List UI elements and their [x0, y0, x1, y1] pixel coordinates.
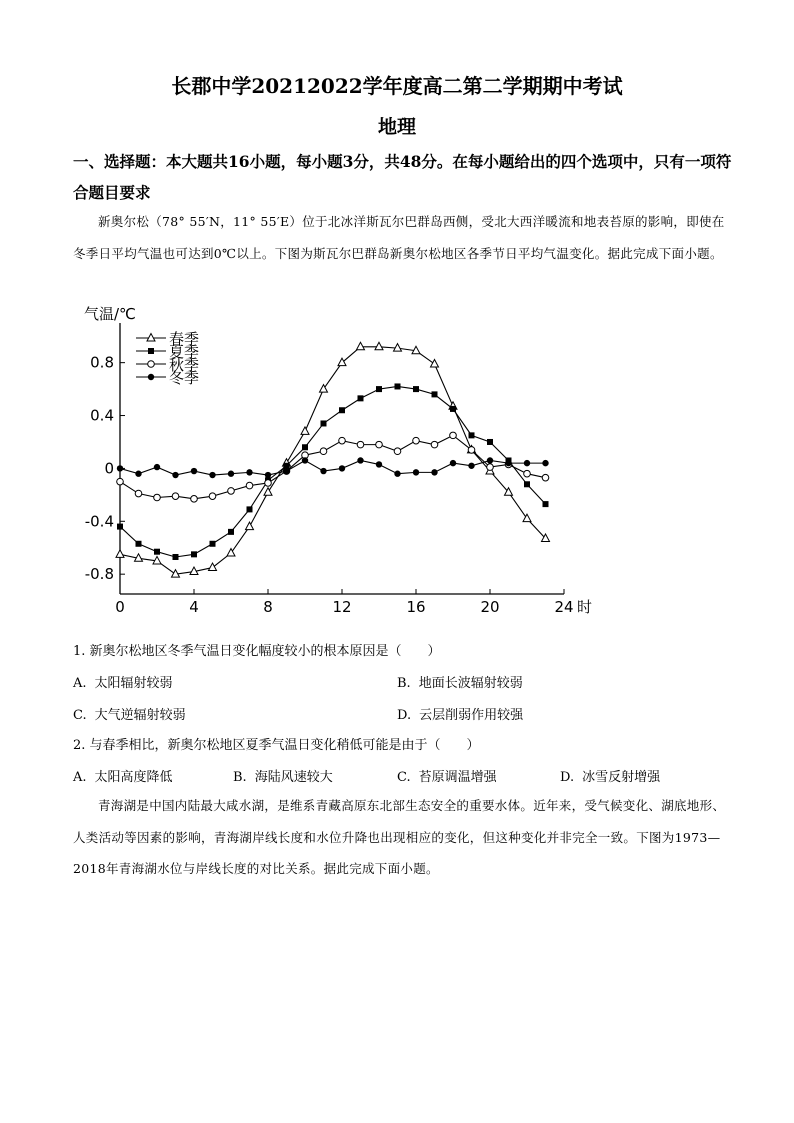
data-point [487, 464, 494, 471]
data-point [357, 441, 364, 448]
data-point [154, 549, 160, 555]
option-label: D. [397, 708, 412, 723]
data-point [135, 490, 142, 497]
subject-title: 地理 [377, 116, 416, 138]
data-point [209, 563, 217, 571]
y-axis-title: 气温/℃ [84, 305, 136, 323]
series-line-3 [120, 435, 546, 498]
data-point [357, 342, 365, 350]
data-point [172, 493, 179, 500]
data-point [468, 447, 475, 454]
question-1-option-a[interactable] [73, 672, 173, 691]
data-point [173, 554, 179, 560]
option-text: 大气逆辐射较弱 [94, 708, 186, 723]
option-label: C. [397, 770, 411, 785]
data-point [543, 501, 549, 507]
y-tick-label: -0.8 [84, 565, 114, 584]
data-point [338, 358, 346, 366]
data-point [135, 471, 141, 477]
data-point [246, 482, 253, 489]
data-point [413, 437, 420, 444]
option-text: 苔原调温增强 [418, 770, 497, 785]
y-tick-label: -0.4 [84, 512, 114, 531]
data-point [450, 406, 456, 412]
data-point [117, 524, 123, 530]
data-point [265, 472, 271, 478]
option-text: 海陆风速较大 [254, 770, 333, 785]
option-label: C. [73, 708, 87, 723]
data-point [154, 494, 161, 501]
data-point [228, 488, 235, 495]
question-1-option-d[interactable] [397, 704, 523, 723]
data-point [413, 469, 419, 475]
data-point [209, 472, 215, 478]
data-point [487, 457, 493, 463]
legend-label: 秋季 [169, 356, 200, 374]
data-point [468, 463, 474, 469]
data-point [524, 460, 530, 466]
data-point [246, 522, 254, 530]
option-label: D. [560, 770, 575, 785]
data-point [413, 386, 419, 392]
data-point [394, 471, 400, 477]
data-point [228, 529, 234, 535]
data-point [450, 432, 457, 439]
data-point [376, 441, 383, 448]
series-line-4 [120, 460, 546, 475]
data-point [209, 493, 216, 500]
data-point [339, 437, 346, 444]
data-point [357, 457, 363, 463]
option-text: 太阳高度降低 [94, 770, 173, 785]
question-2-option-c[interactable] [397, 766, 497, 785]
legend-marker [148, 374, 154, 380]
legend-label: 春季 [169, 330, 200, 348]
data-point [542, 460, 548, 466]
data-point [431, 469, 437, 475]
legend-marker [148, 361, 155, 368]
data-point [487, 439, 493, 445]
passage-2: 青海湖是中国内陆最大咸水湖，是维系青藏高原东北部生态安全的重要水体。近年来，受气候变化、湖底地形、人类活动等因素的影响，青海湖岸线长度和水位升降也出现相应的变化，但这种变化并非完全一致。下图为1973—2018年青海湖水位与岸线长度的对比关系。据此完成下面小题。 [73, 798, 726, 876]
exam-title: 长郡中学20212022学年度高二第二学期期中考试 [171, 74, 623, 98]
data-point [376, 386, 382, 392]
y-tick-label: 0.8 [90, 353, 114, 372]
section-heading: 一、选择题：本大题共16小题，每小题3分，共48分。在每小题给出的四个选项中，只有一项符合题目要求 [73, 152, 732, 202]
data-point [394, 448, 401, 455]
series-line-2 [120, 386, 546, 557]
question-1-stem: 1. 新奥尔松地区冬季气温日变化幅度较小的根本原因是（ ） [73, 644, 441, 659]
option-text: 云层削弱作用较强 [419, 708, 524, 723]
temperature-line-chart [80, 305, 600, 625]
legend-label: 冬季 [169, 369, 200, 387]
question-2-stem: 2. 与春季相比，新奥尔松地区夏季气温日变化稍低可能是由于（ ） [73, 738, 480, 753]
data-point [301, 427, 309, 435]
data-point [154, 464, 160, 470]
data-point [210, 541, 216, 547]
option-text: 冰雪反射增强 [582, 770, 661, 785]
data-point [172, 472, 178, 478]
option-text: 太阳辐射较弱 [94, 676, 173, 691]
option-text: 地面长波辐射较弱 [418, 676, 523, 691]
x-tick-label: 12 [332, 598, 352, 616]
data-point [117, 478, 124, 485]
data-point [321, 420, 327, 426]
data-point [339, 465, 345, 471]
x-axis-title: 时 [577, 598, 593, 616]
option-label: A. [73, 770, 87, 785]
question-1-option-b[interactable] [397, 672, 523, 691]
data-point [136, 541, 142, 547]
data-point [375, 342, 383, 350]
x-tick-label: 24 [554, 598, 574, 616]
question-1-option-c[interactable] [73, 704, 186, 723]
data-point [431, 441, 438, 448]
data-point [283, 468, 289, 474]
data-point [432, 391, 438, 397]
data-point [302, 444, 308, 450]
data-point [524, 481, 530, 487]
legend-marker [147, 334, 155, 342]
question-2-option-a[interactable] [73, 766, 173, 785]
question-2-option-b[interactable] [233, 766, 333, 785]
x-tick-label: 0 [115, 598, 125, 616]
x-tick-label: 20 [480, 598, 500, 616]
option-label: A. [73, 676, 87, 691]
data-point [395, 383, 401, 389]
x-tick-label: 8 [263, 598, 273, 616]
passage-1: 新奥尔松（78° 55′N，11° 55′E）位于北冰洋斯瓦尔巴群岛西侧，受北大西洋暖流和地表苔原的影响，即使在冬季日平均气温也可达到0℃以上。下图为斯瓦尔巴群岛新奥尔松地区各季节日平均气温变化。据此完成下面小题。 [73, 214, 725, 261]
data-point [358, 395, 364, 401]
data-point [376, 461, 382, 467]
data-point [265, 480, 272, 487]
x-tick-label: 4 [189, 598, 199, 616]
data-point [264, 488, 272, 496]
data-point [191, 468, 197, 474]
option-label: B. [397, 676, 411, 691]
legend-marker [148, 348, 154, 354]
data-point [116, 550, 124, 558]
data-point [431, 359, 439, 367]
y-tick-label: 0 [104, 459, 114, 478]
legend-label: 夏季 [169, 343, 200, 361]
data-point [320, 448, 327, 455]
option-label: B. [233, 770, 247, 785]
data-point [247, 506, 253, 512]
data-point [191, 496, 198, 503]
data-point [228, 471, 234, 477]
x-tick-label: 16 [406, 598, 426, 616]
data-point [339, 407, 345, 413]
data-point [117, 465, 123, 471]
data-point [320, 468, 326, 474]
data-point [191, 551, 197, 557]
data-point [469, 432, 475, 438]
data-point [505, 460, 511, 466]
data-point [302, 457, 308, 463]
data-point [450, 460, 456, 466]
data-point [524, 470, 531, 477]
y-tick-label: 0.4 [90, 406, 114, 425]
question-2-option-d[interactable] [560, 766, 660, 785]
data-point [246, 469, 252, 475]
data-point [542, 474, 549, 481]
